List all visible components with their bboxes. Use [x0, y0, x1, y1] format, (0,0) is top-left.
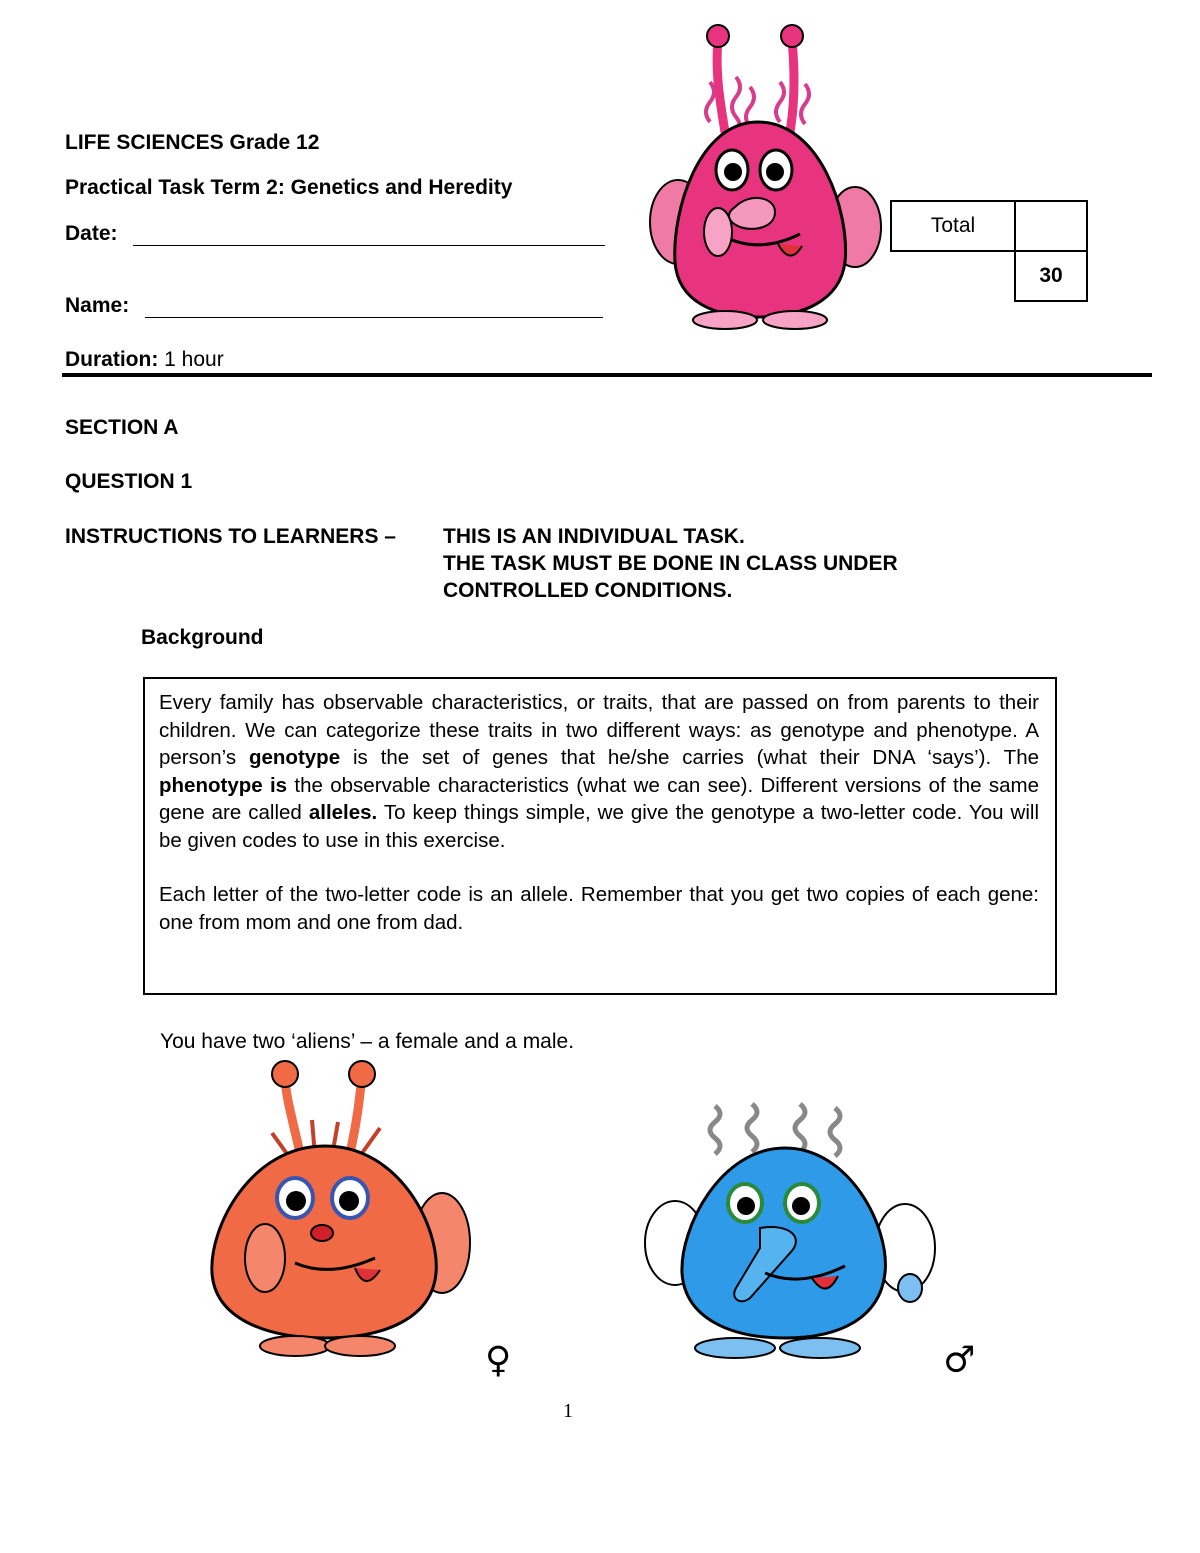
total-label: Total [891, 201, 1015, 251]
task-title: Practical Task Term 2: Genetics and Heredity [65, 176, 513, 199]
pink-alien-illustration [640, 22, 890, 334]
bg-text-run: To keep things simple, we give the genotype a two-letter code. You will be given codes to use in this exercise. [159, 801, 1039, 852]
header-divider [62, 373, 1152, 377]
subject-title: LIFE SCIENCES Grade 12 [65, 131, 320, 154]
instructions-line-1: THIS IS AN INDIVIDUAL TASK. [443, 525, 745, 548]
bg-text-run: the observable characteristics (what we can see). Different versions of the same gene are called [159, 773, 1040, 824]
bg-text-run: is the set of genes that he/she carries (what their DNA ‘says’). The [340, 746, 1040, 769]
date-label: Date: [65, 222, 118, 245]
term-genotype: genotype [248, 746, 341, 769]
background-paragraph-1 [159, 689, 1039, 854]
female-alien-illustration [200, 1058, 485, 1368]
instructions-line-3: CONTROLLED CONDITIONS. [443, 579, 733, 602]
date-field[interactable] [133, 225, 605, 246]
instructions-label: INSTRUCTIONS TO LEARNERS – [65, 525, 396, 548]
background-paragraph-2: Each letter of the two-letter code is an allele. Remember that you get two copies of each gene: one from mom and one from dad. [159, 883, 1039, 934]
instructions-line-2: THE TASK MUST BE DONE IN CLASS UNDER [443, 552, 898, 575]
total-score-cell[interactable] [1015, 201, 1087, 251]
term-phenotype: phenotype is [159, 773, 288, 797]
total-spacer [891, 251, 1015, 301]
term-alleles: alleles. [308, 801, 378, 824]
duration-row [65, 348, 224, 372]
name-field[interactable] [145, 297, 603, 318]
question-heading: QUESTION 1 [65, 470, 193, 493]
section-heading: SECTION A [65, 416, 179, 439]
duration-label: Duration: [65, 348, 159, 371]
background-heading: Background [141, 626, 264, 649]
background-text [159, 689, 1039, 936]
aliens-intro: You have two ‘aliens’ – a female and a male. [160, 1030, 575, 1053]
date-row [65, 222, 605, 246]
duration-value: 1 hour [164, 348, 224, 371]
total-max: 30 [1015, 251, 1087, 301]
total-marks-table [890, 200, 1088, 302]
male-symbol: ♂ [943, 1340, 976, 1381]
bg-text-run: Every family has observable characteristics, or traits, that are passed on from parents to their children. We can categorize these traits in two different ways: as genotype and phenotype. A person’s [159, 691, 1039, 769]
female-symbol: ♀ [485, 1340, 512, 1381]
page-number: 1 [563, 1400, 573, 1422]
background-box [143, 677, 1057, 995]
male-alien-illustration [640, 1098, 940, 1368]
name-row [65, 294, 603, 318]
name-label: Name: [65, 294, 130, 317]
